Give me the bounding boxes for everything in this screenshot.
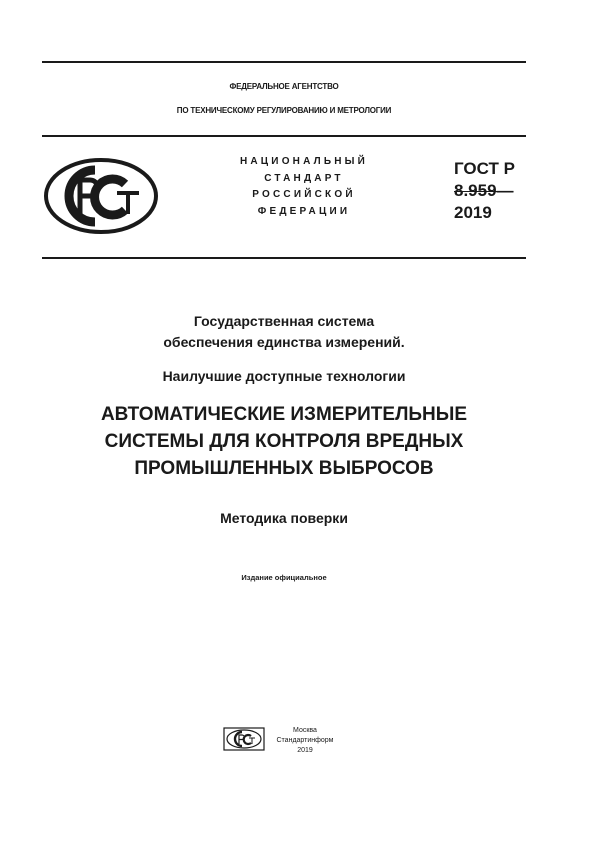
subtitle: Наилучшие доступные технологии [162,368,406,384]
standard-type-line: НАЦИОНАЛЬНЫЙ [239,156,369,167]
header-bottom-rule [42,257,526,259]
top-rule [42,61,526,63]
header-rule [42,135,526,137]
main-title-line: АВТОМАТИЧЕСКИЕ ИЗМЕРИТЕЛЬНЫЕ [100,404,468,425]
standard-type-line: СТАНДАРТ [264,172,344,184]
standard-type [226,154,382,220]
main-title-line: ПРОМЫШЛЕННЫХ ВЫБРОСОВ [134,458,434,479]
main-title-line: СИСТЕМЫ ДЛЯ КОНТРОЛЯ ВРЕДНЫХ [104,431,464,452]
agency-name-line1: ФЕДЕРАЛЬНОЕ АГЕНТСТВО [229,82,339,91]
system-title [42,311,526,353]
edition-note: Издание официальное [241,573,327,582]
publisher-logo-icon [223,727,265,751]
standard-type-line: ФЕДЕРАЦИИ [257,205,351,217]
rst-logo-icon [43,156,159,236]
publisher-imprint [266,726,344,756]
standard-designation [454,158,534,224]
publisher-year: 2019 [297,747,313,754]
gost-designation: ГОСТ Р [454,159,515,178]
system-title-line: Государственная система [193,313,375,329]
method-title: Методика поверки [220,510,348,526]
publisher-name: Стандартинформ [276,737,334,744]
main-title [42,401,526,482]
agency-name-line2: ПО ТЕХНИЧЕСКОМУ РЕГУЛИРОВАНИЮ И МЕТРОЛОГИИ [176,106,392,115]
standard-type-line: РОССИЙСКОЙ [252,189,356,200]
publisher-city: Москва [293,727,317,734]
system-title-line: обеспечения единства измерений. [163,334,405,350]
gost-number: 8.959— [454,181,514,200]
gost-year: 2019 [454,203,492,222]
